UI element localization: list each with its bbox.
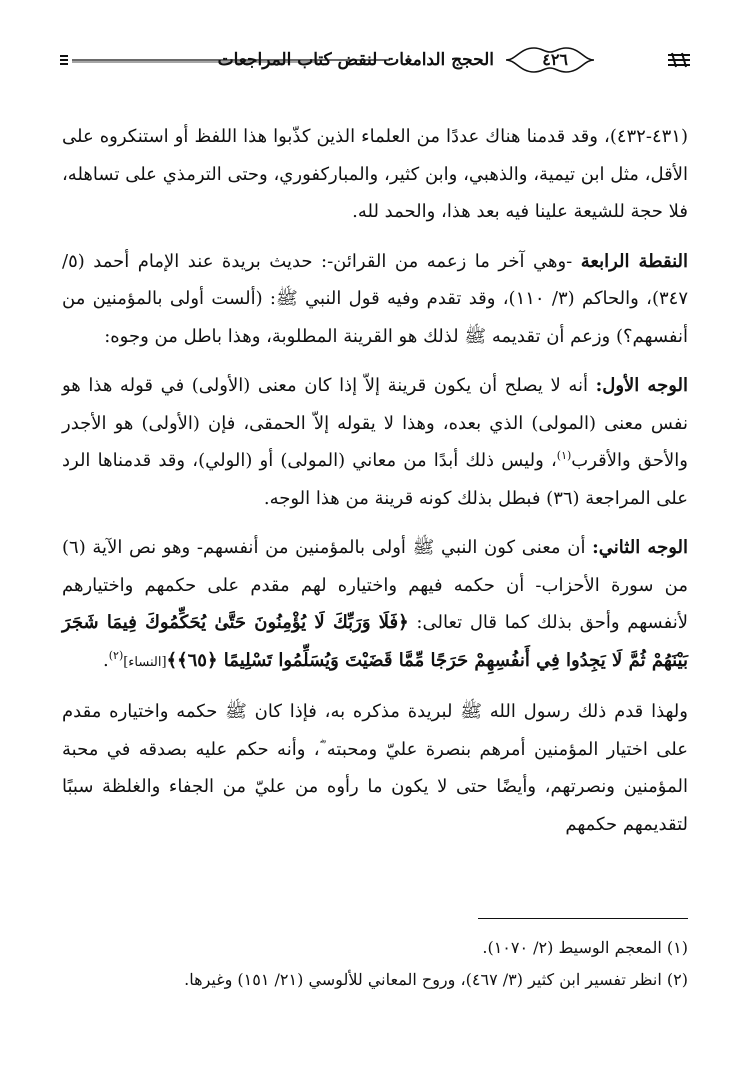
paragraph-3 (62, 367, 688, 517)
paragraph-1 (62, 118, 688, 231)
page-number: ٤٢٦ (542, 50, 568, 69)
paragraph-4-text: أن معنى كون النبي ﷺ أولى بالمؤمنين من أنفسهم- وهو نص الآية (٦) من سورة الأحزاب- أن حكمه فيهم واختياره لهم مقدم على حكمهم واختيارهم لأنفسهم وأحق بذلك كما قال تعالى: (62, 537, 688, 633)
paragraph-4 (62, 529, 688, 681)
footnotes (62, 932, 688, 996)
paragraph-2-lead: النقطة الرابعة (580, 250, 689, 272)
footnote-marker-2: (٢) (108, 648, 124, 662)
sura-reference: [النساء] (123, 654, 167, 670)
paragraph-3-text-b: ، وليس ذلك أبدًا من معاني (المولى) أو (الولي)، وقد قدمناها الرد على المراجعة (٣٦) فبطل بذلك كونه قرينة من هذا الوجه. (62, 450, 688, 509)
running-header (58, 44, 692, 78)
paragraph-5 (62, 693, 688, 843)
paragraph-3-lead: الوجه الأول: (595, 375, 688, 396)
header-ornament-right-icon (666, 52, 692, 68)
paragraph-2-text: -وهي آخر ما زعمه من القرائن-: حديث بريدة عند الإمام أحمد (٥/ ٣٤٧)، والحاكم (٣/ ١١٠)، وقد تقدم وفيه قول النبي ﷺ: (ألست أولى بالمؤمنين من أنفسهم؟) وزعم أن تقديمه ﷺ لذلك هو القرينة المطلوبة، وهذا باطل من وجوه: (62, 250, 688, 347)
footnote-1: (١) المعجم الوسيط (٢/ ١٠٧٠). (482, 938, 688, 957)
header-ornament-left-icon (58, 52, 390, 68)
main-text (62, 118, 688, 843)
paragraph-4-lead: الوجه الثاني: (592, 537, 688, 558)
footnote-divider (478, 918, 688, 919)
paragraph-2 (62, 243, 688, 356)
footnote-2: (٢) انظر تفسير ابن كثير (٣/ ٤٦٧)، وروح المعاني للألوسي (٢١/ ١٥١) وغيرها. (184, 970, 688, 989)
paragraph-1-text: (٤٣١-٤٣٢)، وقد قدمنا هناك عددًا من العلماء الذين كذّبوا هذا اللفظ أو استنكروه على الأقل، مثل ابن تيمية، والذهبي، وابن كثير، والمباركفوري، وحتى الترمذي على تساهله، فلا حجة للشيعة علينا فيه بعد هذا، والحمد لله. (62, 126, 688, 222)
paragraph-4-tail: . (102, 649, 109, 671)
paragraph-5-text: ولهذا قدم ذلك رسول الله ﷺ لبريدة مذكره به، فإذا كان ﷺ حكمه واختياره مقدم على اختيار المؤمنين أمرهم بنصرة عليّ ومحبته ؓ، وأنه حكم عليه بصدقه في محبة المؤمنين ونصرتهم، وأيضًا حتى لا يكون ما رأوه من عليّ من الجفاء والغلظة سببًا لتقديمهم حكمهم (62, 701, 688, 835)
footnote-marker-1: (١) (556, 449, 572, 462)
quran-verse: ﴿فَلَا وَرَبِّكَ لَا يُؤْمِنُونَ حَتَّىٰ يُحَكِّمُوكَ فِيمَا شَجَرَ بَيْنَهُمْ ثُمَّ لَا يَجِدُوا فِي أَنفُسِهِمْ حَرَجًا مِّمَّا قَضَيْتَ وَيُسَلِّمُوا تَسْلِيمًا ﴿٦٥﴾﴾ (62, 612, 688, 671)
header-title: الحجج الدامغات لنقض كتاب المراجعات (217, 50, 494, 70)
paragraph-3-text-a: أنه لا يصلح أن يكون قرينة إلاّ إذا كان معنى (الأولى) في قوله هذا هو نفس معنى (المولى) الذي بعده، وهذا لا يقوله إلاّ الحمقى، فإن (الأولى) هو الأجدر والأحق والأقرب (62, 375, 688, 471)
